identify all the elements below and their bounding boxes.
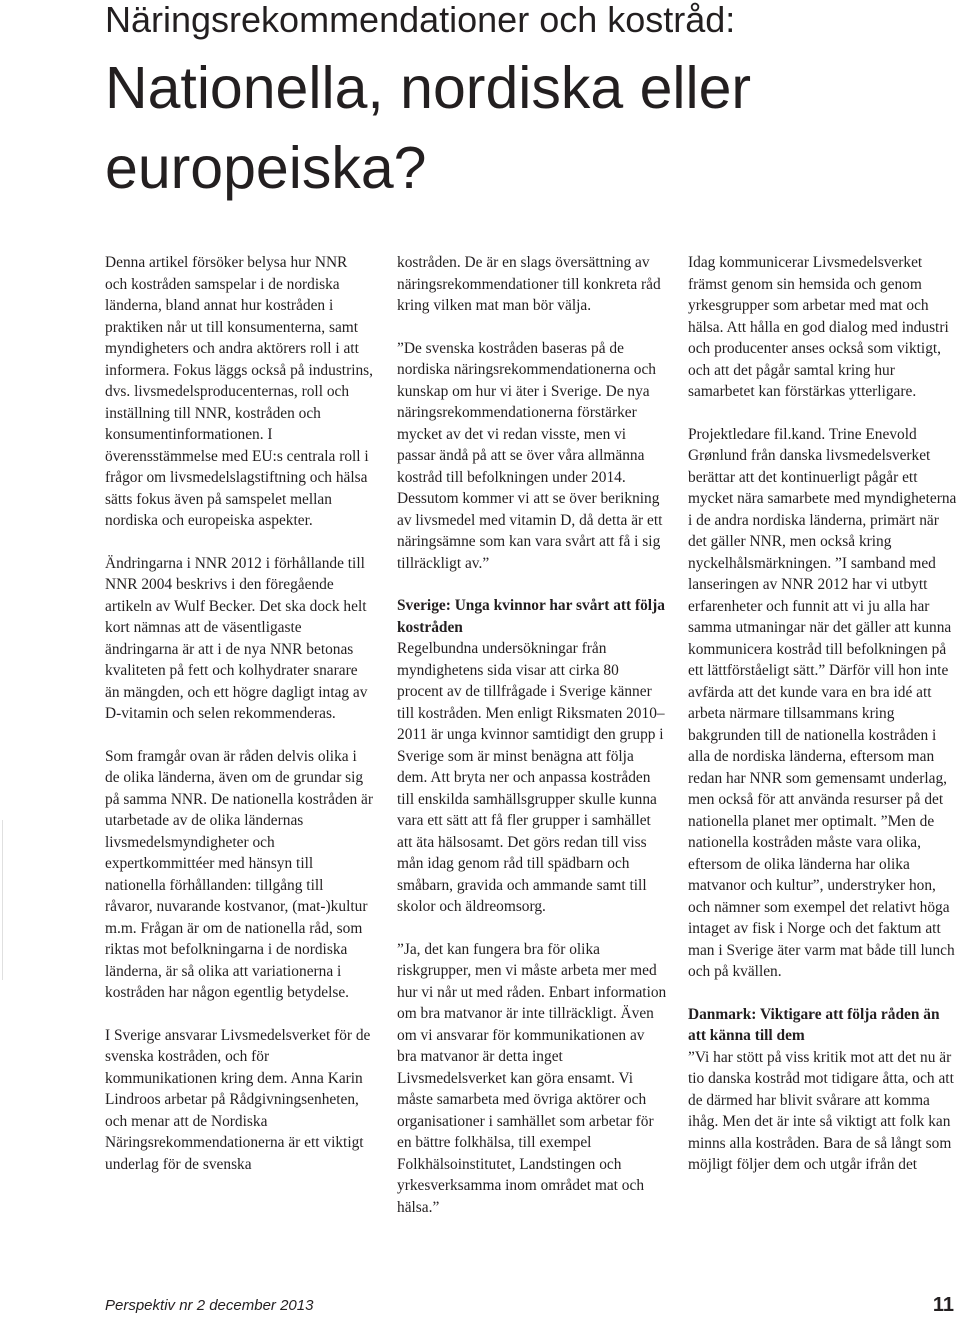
paragraph: Projektledare fil.kand. Trine Enevold Grønlund från danska livsmedelsverket berättar att det kontinuerligt pågår ett mycket nära samarbete med myndigheterna i de andra nordiska länderna, primärt när det gäller NNR, men också kring nyckelhålsmärkningen. ”I samband med lanseringen av NNR 2012 har vi utbytt erfarenheter och funnit att vi ju alla har samma utmaningar när det gäller att kunna kommunicera kostråd till befolkningen på ett lättförståeligt sätt.” Därför vill hon inte avfärda att det kunde vara en bra idé att arbeta närmare tillsammans kring bakgrunden till de nationella kostråden i alla de nordiska länderna, eftersom man redan har NNR som gemensamt underlag, men också för att använda resurser på det nationella planet mer optimalt. ”Men de nationella kostråden måste vara olika, eftersom de olika länderna har olika matvanor och kultur”, understryker hon, och nämner som exempel det relativt höga intaget av fisk i Norge och det faktum att man i Sverige äter varm mat både till lunch och på kvällen.: [688, 425, 957, 980]
quote-paragraph: ”Vi har stött på viss kritik mot att det nu är tio danska kostråd mot tidigare åtta, och att de därmed har blivit svårare att komma ihåg. Men det är inte så viktigt att folk kan minns alla kostråden. Bara de så långt som möjligt följer dem och utgår ifrån det: [688, 1048, 954, 1173]
quote-paragraph: ”De svenska kostråden baseras på de nordiska näringsrekommendationerna och kunskap om hur vi äter i Sverige. De nya näringsrekommendationerna förstärker mycket av det vi redan visste, men vi passar ändå på att se över våra allmänna kostråd till befolkningen under 2014. Dessutom kommer vi att se över berikning av livsmedel med vitamin D, då detta är ett näringsämne som kan vara svårt att få i sig tillräckligt av.”: [397, 339, 663, 572]
paragraph: kostråden. De är en slags översättning av näringsrekommendationer till konkreta råd kring vilken mat man bör välja.: [397, 254, 661, 314]
paragraph: Som framgår ovan är råden delvis olika i de olika länderna, även om de grundar sig på samma NNR. De nationella kostråden är utarbetade av de olika ländernas livsmedelsmyndigheter och expertkommittéer med hänsyn till nationella förhållanden: tillgång till råvaror, nuvarande kostvanor, (mat-)kultur m.m. Frågan är om de nationella råd, som riktas mot befolkningarna i de nordiska länderna, är så olika att variationerna i kostråden har någon egentlig betydelse.: [105, 747, 373, 1001]
article-headline: Nationella, nordiska eller europeiska?: [105, 55, 752, 201]
paragraph: I Sverige ansvarar Livsmedelsverket för de svenska kostråden, och för kommunikationen kring dem. Anna Karin Lindroos arbetar på Rådgivningsenheten, och menar att de Nordiska Näringsrekommendationerna är ett viktigt underlag för de svenska: [105, 1026, 371, 1173]
paragraph: Regelbundna undersökningar från myndighetens sida visar att cirka 80 procent av de tillfrågade i Sverige känner till kostråden. Men enligt Riksmaten 2010–2011 är unga kvinnor samtidigt den grupp i Sverige som är minst benägna att följa dem. Att bryta ner och anpassa kostråden till enskilda samhällsgrupper skulle kunna vara ett sätt att få fler grupper i samhället att äta hälsosamt. Det görs redan till viss mån idag genom råd till spädbarn och småbarn, gravida och ammande samt till skolor och äldreomsorg.: [397, 640, 665, 915]
column-3: [688, 252, 960, 1176]
paragraph: Idag kommunicerar Livsmedelsverket främst genom sin hemsida och genom yrkesgrupper som arbetar med mat och hälsa. Att hålla en god dialog med industri och producenter anses också som viktigt, och att det pågår samtal kring hur samarbetet kan förstärkas ytterligare.: [688, 254, 949, 400]
column-2: [397, 252, 667, 1218]
section-heading-sweden: Sverige: Unga kvinnor har svårt att följa kostråden: [397, 597, 665, 636]
column-1: [105, 252, 373, 1175]
page-number: 11: [932, 1294, 954, 1316]
margin-rule: [2, 820, 3, 980]
footer-publication: Perspektiv nr 2 december 2013: [105, 1297, 314, 1314]
paragraph: Ändringarna i NNR 2012 i förhållande till NNR 2004 beskrivs i den föregående artikeln av Wulf Becker. Det ska dock helt kort nämnas att de väsentligaste ändringarna är att i de nya NNR betonas kvaliteten på fett och kolhydrater snarare än mängden, och ett högre dagligt intag av D-vitamin och selen rekommenderas.: [105, 554, 368, 722]
quote-paragraph: ”Ja, det kan fungera bra för olika riskgrupper, men vi måste arbeta mer med hur vi når ut med råden. Enbart information om bra matvanor är inte tillräckligt. Även om vi ansvarar för kommunikationen av bra matvanor är detta inget Livsmedelsverket kan göra ensamt. Vi måste samarbeta med övriga aktörer och organisationer i samhället som arbetar för en bättre folkhälsa, till exempel Folkhälsoinstitutet, Landstingen och yrkesverksamma inom området mat och hälsa.”: [397, 940, 667, 1216]
section-heading-denmark: Danmark: Viktigare att följa råden än att känna till dem: [688, 1005, 940, 1044]
article-kicker: Näringsrekommendationer och kostråd:: [105, 0, 736, 40]
intro-paragraph: Denna artikel försöker belysa hur NNR och kostråden samspelar i de nordiska länderna, bland annat hur kostråden i praktiken når ut till konsumenterna, samt myndigheters och andra aktörers roll i att informera. Fokus läggs också på industrins, dvs. livsmedelsproducenternas, roll och inställning till NNR, kostråden och konsumentinformationen. I överensstämmelse med EU:s centrala roll i frågor om livsmedelslagstiftning och hälsa sätts fokus även på samspelet mellan nordiska och europeiska aspekter.: [105, 254, 374, 529]
